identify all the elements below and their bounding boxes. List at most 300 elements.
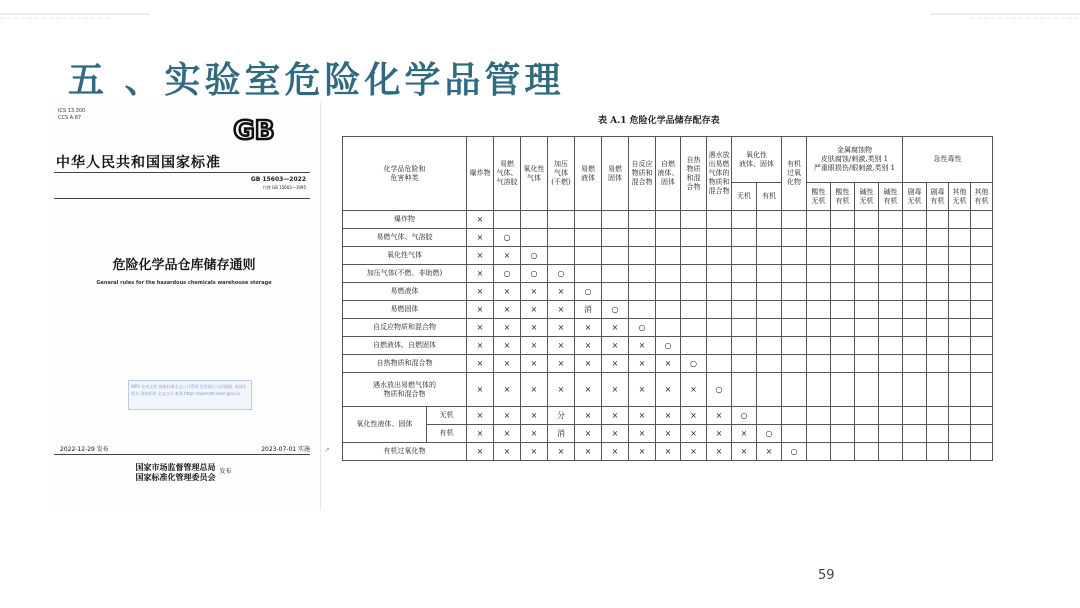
matrix-cell (971, 425, 993, 443)
matrix-cell (707, 229, 732, 247)
matrix-cell (757, 211, 782, 229)
matrix-cell (807, 265, 831, 283)
matrix-cell (831, 247, 855, 265)
matrix-cell (903, 211, 927, 229)
matrix-cell: 消 (548, 425, 575, 443)
matrix-cell (927, 229, 949, 247)
matrix-cell (807, 247, 831, 265)
matrix-cell (707, 265, 732, 283)
matrix-cell: ○ (521, 265, 548, 283)
header-cell: 遇水放 出易燃 气体的 物质和 混合物 (707, 137, 732, 211)
matrix-cell (831, 229, 855, 247)
matrix-cell: × (656, 443, 681, 461)
matrix-cell (831, 425, 855, 443)
matrix-cell (927, 443, 949, 461)
matrix-cell: × (681, 425, 707, 443)
matrix-cell (971, 229, 993, 247)
matrix-cell (855, 301, 879, 319)
matrix-cell (782, 425, 807, 443)
matrix-cell: × (467, 211, 494, 229)
matrix-cell (927, 319, 949, 337)
matrix-cell (732, 337, 757, 355)
matrix-cell (879, 373, 903, 407)
matrix-cell (949, 319, 971, 337)
matrix-cell (757, 265, 782, 283)
matrix-cell (707, 211, 732, 229)
matrix-cell: × (602, 373, 629, 407)
matrix-cell (949, 355, 971, 373)
matrix-cell (831, 337, 855, 355)
matrix-cell (575, 247, 602, 265)
matrix-cell: × (521, 319, 548, 337)
matrix-cell (656, 211, 681, 229)
matrix-cell (971, 247, 993, 265)
matrix-cell (707, 301, 732, 319)
matrix-cell: × (521, 407, 548, 425)
slide-title: 五 、实验室危险化学品管理 (68, 60, 565, 101)
matrix-cell (629, 265, 656, 283)
matrix-cell (707, 355, 732, 373)
matrix-cell (807, 373, 831, 407)
matrix-cell (927, 355, 949, 373)
row-label: 自燃液体、自燃固体 (343, 337, 467, 355)
table-row (343, 407, 1015, 425)
matrix-cell: × (467, 443, 494, 461)
matrix-cell (879, 425, 903, 443)
matrix-cell (903, 355, 927, 373)
matrix-cell (807, 211, 831, 229)
matrix-cell (602, 283, 629, 301)
matrix-cell (831, 407, 855, 425)
matrix-cell (732, 283, 757, 301)
header-cell: 金属腐蚀物 皮肤腐蚀/刺激,类别 1 严重眼损伤/眼刺激,类别 1 (807, 137, 903, 183)
matrix-cell (903, 425, 927, 443)
header-cell: 氧化性 液体、固体 (732, 137, 782, 183)
row-label: 有机过氧化物 (343, 443, 467, 461)
matrix-cell (732, 265, 757, 283)
matrix-cell: × (602, 319, 629, 337)
matrix-cell: × (681, 373, 707, 407)
matrix-cell: × (602, 407, 629, 425)
matrix-cell (548, 229, 575, 247)
matrix-cell: × (548, 283, 575, 301)
matrix-cell (927, 337, 949, 355)
matrix-cell: ○ (548, 265, 575, 283)
matrix-cell (971, 443, 993, 461)
matrix-cell (629, 229, 656, 247)
matrix-cell: × (548, 443, 575, 461)
header-cell: 急性毒性 (903, 137, 993, 183)
matrix-cell (927, 283, 949, 301)
header-cell: 碱性 无机 (855, 183, 879, 211)
matrix-cell (521, 229, 548, 247)
row-sublabel: 无机 (427, 407, 467, 425)
standard-number: GB 15603—2022 代替 GB 15603—1995 (250, 176, 306, 190)
matrix-cell: × (629, 425, 656, 443)
table-row (343, 373, 1015, 407)
matrix-cell (707, 337, 732, 355)
storage-compatibility-table (342, 136, 1015, 461)
matrix-cell (879, 211, 903, 229)
matrix-cell (903, 319, 927, 337)
matrix-cell (927, 407, 949, 425)
header-cell: 自反应 物质和 混合物 (629, 137, 656, 211)
matrix-cell (575, 265, 602, 283)
matrix-cell (949, 265, 971, 283)
matrix-cell (629, 247, 656, 265)
header-cell: 有机 (757, 183, 782, 211)
matrix-cell: × (575, 319, 602, 337)
matrix-cell (782, 301, 807, 319)
matrix-cell (757, 229, 782, 247)
table-row (343, 425, 1015, 443)
matrix-cell (707, 283, 732, 301)
matrix-cell: × (494, 337, 521, 355)
matrix-cell: ○ (707, 373, 732, 407)
matrix-cell (575, 211, 602, 229)
matrix-cell: × (494, 319, 521, 337)
matrix-cell (782, 229, 807, 247)
matrix-cell (971, 319, 993, 337)
standard-title-en: General rules for the hazardous chemicals warehouse storage (96, 280, 272, 286)
matrix-cell (656, 265, 681, 283)
matrix-cell (855, 247, 879, 265)
matrix-cell (732, 247, 757, 265)
matrix-cell: × (681, 443, 707, 461)
matrix-cell (971, 373, 993, 407)
matrix-cell (757, 319, 782, 337)
matrix-cell: × (494, 283, 521, 301)
table-row (343, 283, 1015, 301)
header-cell: 易燃 液体 (575, 137, 602, 211)
matrix-cell: × (656, 373, 681, 407)
matrix-cell (757, 247, 782, 265)
header-cell: 易燃 固体 (602, 137, 629, 211)
row-label: 加压气体(不燃、非助燃) (343, 265, 467, 283)
row-label: 氧化性液体、固体 (343, 407, 427, 443)
matrix-cell (831, 355, 855, 373)
matrix-cell (807, 425, 831, 443)
table-caption: 表 A.1 危险化学品储存配存表 (598, 116, 720, 126)
page-number: 59 (818, 568, 835, 583)
matrix-cell (879, 443, 903, 461)
matrix-cell: × (521, 355, 548, 373)
matrix-cell (757, 283, 782, 301)
table-row (343, 355, 1015, 373)
matrix-cell: × (732, 425, 757, 443)
divider (54, 198, 310, 199)
table-row (343, 247, 1015, 265)
matrix-cell: × (575, 407, 602, 425)
header-cell: 氧化性 气体 (521, 137, 548, 211)
matrix-cell (903, 443, 927, 461)
matrix-cell (855, 355, 879, 373)
matrix-cell (757, 373, 782, 407)
header-decoration (0, 10, 1080, 24)
matrix-cell (855, 425, 879, 443)
matrix-cell (807, 443, 831, 461)
matrix-cell: ○ (521, 247, 548, 265)
matrix-cell (807, 319, 831, 337)
national-standard-heading: 中华人民共和国国家标准 (56, 155, 221, 171)
matrix-cell (949, 373, 971, 407)
matrix-cell (949, 229, 971, 247)
matrix-cell: × (467, 229, 494, 247)
header-cell: 碱性 有机 (879, 183, 903, 211)
matrix-cell (903, 247, 927, 265)
matrix-cell: ○ (656, 337, 681, 355)
matrix-cell (879, 265, 903, 283)
matrix-cell: × (602, 337, 629, 355)
matrix-cell (757, 301, 782, 319)
matrix-cell: × (656, 425, 681, 443)
matrix-cell (971, 407, 993, 425)
matrix-cell (927, 425, 949, 443)
header-cell: 爆炸物 (467, 137, 494, 211)
matrix-cell (782, 265, 807, 283)
matrix-cell: × (707, 425, 732, 443)
matrix-cell (927, 301, 949, 319)
svg-text:GB: GB (233, 116, 275, 144)
matrix-cell (879, 407, 903, 425)
matrix-cell (629, 211, 656, 229)
matrix-cell (782, 319, 807, 337)
matrix-cell (949, 337, 971, 355)
matrix-cell: × (656, 355, 681, 373)
matrix-cell: 分 (548, 407, 575, 425)
matrix-cell (732, 319, 757, 337)
matrix-cell: × (732, 443, 757, 461)
matrix-cell (681, 283, 707, 301)
matrix-cell (831, 265, 855, 283)
matrix-cell (855, 211, 879, 229)
matrix-cell (831, 373, 855, 407)
matrix-cell (949, 283, 971, 301)
matrix-cell (656, 319, 681, 337)
info-notice-box: WPS 在线文档 国家标准全文公开系统 信息提示 访问地址 本网站 相关 国家标准 全文公开 查阅 https://openstd.samr.gov.cn (128, 380, 252, 410)
matrix-cell: × (548, 373, 575, 407)
matrix-cell: × (602, 355, 629, 373)
effective-date: 2023-07-01 实施 (261, 446, 310, 453)
matrix-cell (831, 211, 855, 229)
matrix-cell (879, 355, 903, 373)
matrix-cell: × (521, 425, 548, 443)
matrix-cell: × (575, 337, 602, 355)
matrix-cell (855, 319, 879, 337)
matrix-cell (656, 247, 681, 265)
header-cell: 酸性 有机 (831, 183, 855, 211)
matrix-cell: × (629, 337, 656, 355)
matrix-cell (949, 407, 971, 425)
matrix-cell: ○ (602, 301, 629, 319)
matrix-cell (927, 373, 949, 407)
matrix-cell (971, 337, 993, 355)
matrix-cell (629, 283, 656, 301)
matrix-cell: × (467, 301, 494, 319)
matrix-cell (575, 229, 602, 247)
matrix-cell: × (521, 283, 548, 301)
matrix-cell (879, 337, 903, 355)
header-cell: 有机 过氧 化物 (782, 137, 807, 211)
header-cell: 加压 气体 (不燃) (548, 137, 575, 211)
matrix-cell (602, 229, 629, 247)
matrix-cell (681, 247, 707, 265)
matrix-cell: × (548, 319, 575, 337)
matrix-cell (949, 247, 971, 265)
matrix-cell: × (494, 355, 521, 373)
matrix-cell: × (575, 443, 602, 461)
header-cell: 自热 物质 和混 合物 (681, 137, 707, 211)
matrix-cell: × (575, 355, 602, 373)
header-cell: 无机 (732, 183, 757, 211)
gb-logo (226, 114, 282, 144)
matrix-cell (949, 211, 971, 229)
matrix-cell: ○ (732, 407, 757, 425)
table-row (343, 211, 1015, 229)
matrix-cell (831, 319, 855, 337)
matrix-cell: × (575, 373, 602, 407)
matrix-cell (707, 319, 732, 337)
matrix-cell: × (629, 355, 656, 373)
matrix-cell (548, 211, 575, 229)
matrix-cell: × (494, 373, 521, 407)
matrix-cell (757, 355, 782, 373)
matrix-cell (855, 229, 879, 247)
matrix-cell: ○ (494, 229, 521, 247)
matrix-cell (629, 301, 656, 319)
matrix-cell (656, 283, 681, 301)
matrix-cell (807, 407, 831, 425)
matrix-cell: × (656, 407, 681, 425)
header-cell: 易燃 气体、 气溶胶 (494, 137, 521, 211)
matrix-cell: × (548, 301, 575, 319)
matrix-cell (903, 265, 927, 283)
matrix-cell (807, 229, 831, 247)
matrix-cell: × (707, 407, 732, 425)
matrix-cell (732, 373, 757, 407)
matrix-cell: × (467, 407, 494, 425)
matrix-cell (971, 265, 993, 283)
matrix-cell (494, 211, 521, 229)
matrix-cell: × (521, 443, 548, 461)
row-label: 易燃液体 (343, 283, 467, 301)
divider (54, 172, 310, 173)
matrix-cell (782, 355, 807, 373)
matrix-cell: × (602, 425, 629, 443)
matrix-cell (949, 443, 971, 461)
row-label: 氧化性气体 (343, 247, 467, 265)
matrix-cell: × (467, 247, 494, 265)
matrix-cell (807, 283, 831, 301)
table-row (343, 229, 1015, 247)
matrix-cell (757, 407, 782, 425)
matrix-cell (807, 355, 831, 373)
matrix-cell (879, 319, 903, 337)
matrix-cell (681, 265, 707, 283)
matrix-cell (656, 301, 681, 319)
matrix-cell (732, 229, 757, 247)
matrix-cell (732, 301, 757, 319)
matrix-cell (602, 247, 629, 265)
matrix-cell: × (494, 443, 521, 461)
matrix-cell (971, 301, 993, 319)
divider (54, 454, 310, 455)
matrix-cell: × (467, 355, 494, 373)
matrix-cell: ○ (757, 425, 782, 443)
matrix-cell (903, 337, 927, 355)
matrix-cell: × (467, 425, 494, 443)
header-cell: 剧毒 有机 (927, 183, 949, 211)
matrix-cell (927, 247, 949, 265)
matrix-cell: × (521, 373, 548, 407)
matrix-cell (949, 301, 971, 319)
matrix-cell (971, 283, 993, 301)
matrix-cell (782, 283, 807, 301)
matrix-cell (807, 337, 831, 355)
matrix-cell: × (548, 355, 575, 373)
header-cell: 化学品危险和 危害种类 (343, 137, 467, 211)
matrix-cell (855, 407, 879, 425)
matrix-cell (903, 373, 927, 407)
table-row (343, 337, 1015, 355)
row-label: 自反应物质和混合物 (343, 319, 467, 337)
matrix-cell (903, 229, 927, 247)
matrix-cell (656, 229, 681, 247)
matrix-cell: ○ (494, 265, 521, 283)
matrix-cell (971, 355, 993, 373)
matrix-cell (855, 265, 879, 283)
row-label: 易燃固体 (343, 301, 467, 319)
matrix-cell (903, 283, 927, 301)
matrix-cell: × (548, 337, 575, 355)
header-cell: 剧毒 无机 (903, 183, 927, 211)
matrix-cell: × (494, 301, 521, 319)
standard-title: 危险化学品仓库储存通则 (112, 258, 256, 273)
standard-cover (48, 102, 321, 510)
matrix-cell (879, 247, 903, 265)
matrix-cell (927, 265, 949, 283)
matrix-cell (927, 211, 949, 229)
matrix-cell: × (467, 373, 494, 407)
matrix-cell (855, 337, 879, 355)
matrix-cell (782, 211, 807, 229)
matrix-cell (855, 443, 879, 461)
matrix-cell (521, 211, 548, 229)
header-cell: 其他 有机 (971, 183, 993, 211)
matrix-cell: × (629, 407, 656, 425)
header-cell: 酸性 无机 (807, 183, 831, 211)
matrix-cell: × (521, 337, 548, 355)
matrix-cell: ○ (681, 355, 707, 373)
matrix-cell (879, 301, 903, 319)
matrix-cell: × (494, 425, 521, 443)
matrix-cell (782, 247, 807, 265)
row-label: 遇水放出易燃气体的 物质和混合物 (343, 373, 467, 407)
matrix-cell (681, 337, 707, 355)
ics-code: ICS 13.300 CCS A 87 (58, 108, 86, 121)
matrix-cell (782, 407, 807, 425)
matrix-cell (855, 373, 879, 407)
matrix-cell (757, 337, 782, 355)
table-row (343, 319, 1015, 337)
matrix-cell (782, 373, 807, 407)
row-label: 自热物质和混合物 (343, 355, 467, 373)
matrix-cell: × (757, 443, 782, 461)
matrix-cell: × (602, 443, 629, 461)
matrix-cell: × (494, 407, 521, 425)
matrix-cell (949, 425, 971, 443)
header-cell: 其他 无机 (949, 183, 971, 211)
